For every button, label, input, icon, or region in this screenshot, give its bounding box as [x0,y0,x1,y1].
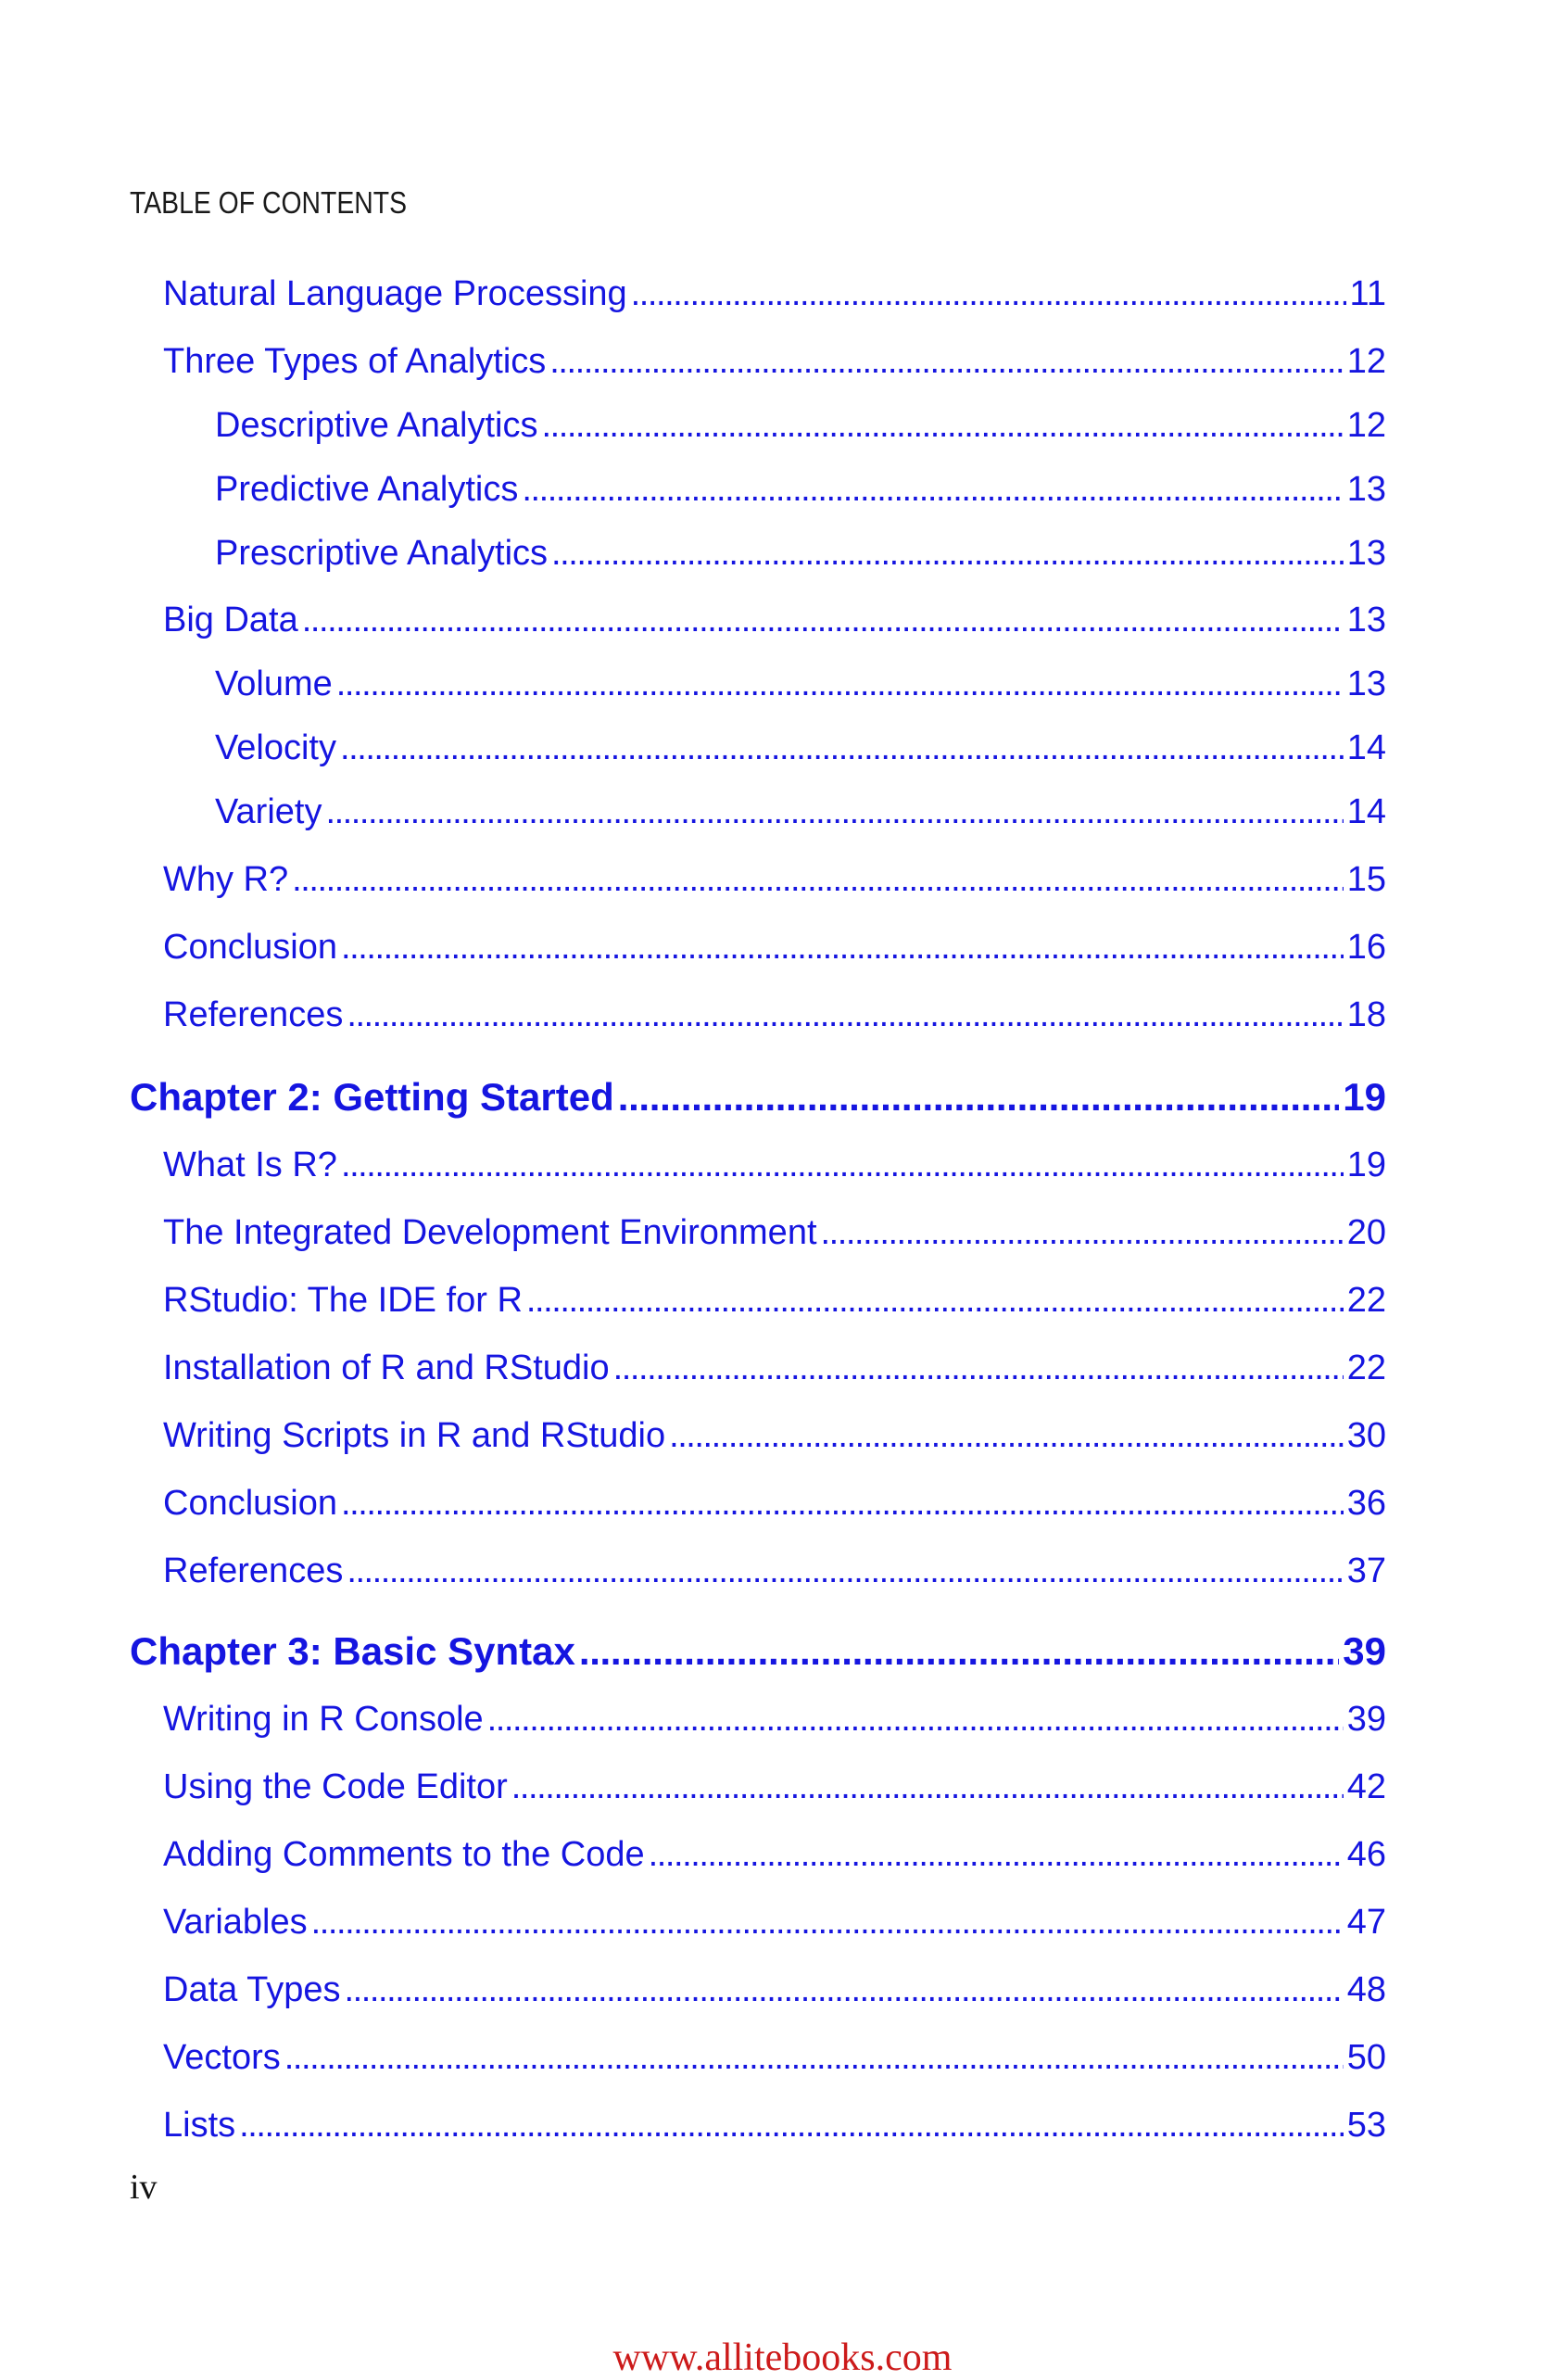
toc-entry[interactable] [163,1551,1386,1591]
dot-leader [284,2038,1344,2078]
toc-entry[interactable] [163,1903,1386,1943]
toc-entry-page: 13 [1346,601,1386,639]
toc-chapter-page: 19 [1343,1075,1386,1119]
toc-entry-title: Installation of R and RStudio [163,1348,610,1387]
dot-leader [526,1281,1344,1321]
toc-entry-page: 11 [1349,274,1386,313]
toc-entry[interactable] [163,995,1386,1035]
toc-entry-page: 47 [1346,1903,1386,1942]
toc-chapter-page: 39 [1343,1629,1386,1673]
toc-entry-page: 12 [1346,406,1386,445]
toc-entry-page: 13 [1346,470,1386,509]
dot-leader [613,1348,1344,1388]
dot-leader [821,1213,1344,1253]
toc-entry-page: 15 [1346,860,1386,899]
toc-entry[interactable] [163,1970,1386,2010]
toc-entry-title: Descriptive Analytics [215,406,538,445]
toc-entry-title: RStudio: The IDE for R [163,1281,523,1320]
toc-chapter-entry[interactable] [130,1075,1386,1120]
toc-entry[interactable] [215,665,1386,704]
dot-leader [579,1629,1339,1674]
dot-leader [302,601,1344,640]
dot-leader [618,1075,1340,1120]
toc-entry-page: 48 [1346,1970,1386,2009]
dot-leader [341,1484,1344,1524]
toc-entry-page: 16 [1346,928,1386,967]
dot-leader [341,1146,1344,1185]
toc-entry-title: Prescriptive Analytics [215,534,549,573]
toc-entry-title: Adding Comments to the Code [163,1835,645,1874]
page-number: iv [130,2168,158,2207]
toc-entry-title: References [163,1551,344,1590]
dot-leader [522,470,1343,510]
toc-entry-page: 46 [1346,1835,1386,1874]
dot-leader [347,995,1343,1035]
toc-entry[interactable] [163,1416,1386,1456]
dot-leader [311,1903,1344,1943]
toc-entry-title: Predictive Analytics [215,470,519,509]
toc-entry-page: 53 [1346,2106,1386,2145]
toc-entry[interactable] [163,1700,1386,1740]
dot-leader [649,1835,1344,1875]
toc-entry-title: Data Types [163,1970,341,2009]
toc-chapter-title: Chapter 2: Getting Started [130,1075,614,1119]
toc-entry[interactable] [163,1835,1386,1875]
toc-entry-page: 22 [1346,1281,1386,1320]
toc-chapter-entry[interactable] [130,1629,1386,1674]
toc-entry-page: 36 [1346,1484,1386,1523]
toc-entry-page: 13 [1346,665,1386,703]
toc-entry-page: 18 [1346,995,1386,1034]
toc-entry-page: 14 [1346,792,1386,831]
toc-entry[interactable] [163,928,1386,968]
toc-chapter-title: Chapter 3: Basic Syntax [130,1629,575,1673]
toc-entry-title: Lists [163,2106,236,2145]
toc-entry-title: What Is R? [163,1146,337,1184]
toc-entry-title: Conclusion [163,1484,337,1523]
toc-entry[interactable] [215,534,1386,574]
toc-entry-page: 20 [1346,1213,1386,1252]
page-header: TABLE OF CONTENTS [130,185,408,220]
toc-entry-title: Using the Code Editor [163,1767,508,1806]
toc-entry[interactable] [215,728,1386,768]
dot-leader [340,728,1344,768]
toc-entry-page: 19 [1346,1146,1386,1184]
dot-leader [551,534,1344,574]
toc-entry-page: 22 [1346,1348,1386,1387]
toc-entry-title: The Integrated Development Environment [163,1213,817,1252]
toc-entry-title: Velocity [215,728,336,767]
toc-entry[interactable] [163,1484,1386,1524]
toc-entry[interactable] [215,470,1386,510]
toc-entry-page: 42 [1346,1767,1386,1806]
dot-leader [487,1700,1344,1740]
toc-entry[interactable] [163,1767,1386,1807]
toc-entry-title: Why R? [163,860,289,899]
toc-entry[interactable] [163,1146,1386,1185]
dot-leader [325,792,1343,832]
toc-entry-title: Three Types of Analytics [163,342,547,381]
dot-leader [631,274,1346,314]
dot-leader [239,2106,1344,2146]
toc-entry[interactable] [163,2038,1386,2078]
dot-leader [669,1416,1344,1456]
toc-entry[interactable] [163,860,1386,900]
toc-entry-page: 12 [1346,342,1386,381]
dot-leader [292,860,1344,900]
toc-entry-title: References [163,995,344,1034]
toc-entry-page: 39 [1346,1700,1386,1739]
toc-entry-page: 13 [1346,534,1386,573]
toc-entry[interactable] [163,2106,1386,2146]
dot-leader [511,1767,1344,1807]
dot-leader [347,1551,1343,1591]
toc-entry-title: Natural Language Processing [163,274,627,313]
watermark-link[interactable]: www.allitebooks.com [612,2336,953,2379]
toc-entry-title: Variety [215,792,322,831]
toc-entry[interactable] [215,406,1386,446]
toc-entry[interactable] [163,1281,1386,1321]
toc-entry[interactable] [163,1348,1386,1388]
toc-entry-page: 50 [1346,2038,1386,2077]
toc-entry[interactable] [163,274,1386,314]
dot-leader [341,928,1344,968]
toc-entry-title: Big Data [163,601,298,639]
toc-entry-page: 30 [1346,1416,1386,1455]
dot-leader [541,406,1343,446]
toc-entry-title: Volume [215,665,333,703]
toc-entry[interactable] [215,792,1386,832]
dot-leader [345,1970,1344,2010]
dot-leader [336,665,1344,704]
toc-entry-title: Writing in R Console [163,1700,484,1739]
toc-entry-title: Variables [163,1903,308,1942]
toc-entry-title: Writing Scripts in R and RStudio [163,1416,666,1455]
toc-entry[interactable] [163,1213,1386,1253]
toc-entry-title: Vectors [163,2038,281,2077]
toc-entry[interactable] [163,342,1386,382]
toc-entry-title: Conclusion [163,928,337,967]
toc-entry[interactable] [163,601,1386,640]
dot-leader [549,342,1343,382]
toc-entry-page: 14 [1346,728,1386,767]
toc-entry-page: 37 [1346,1551,1386,1590]
